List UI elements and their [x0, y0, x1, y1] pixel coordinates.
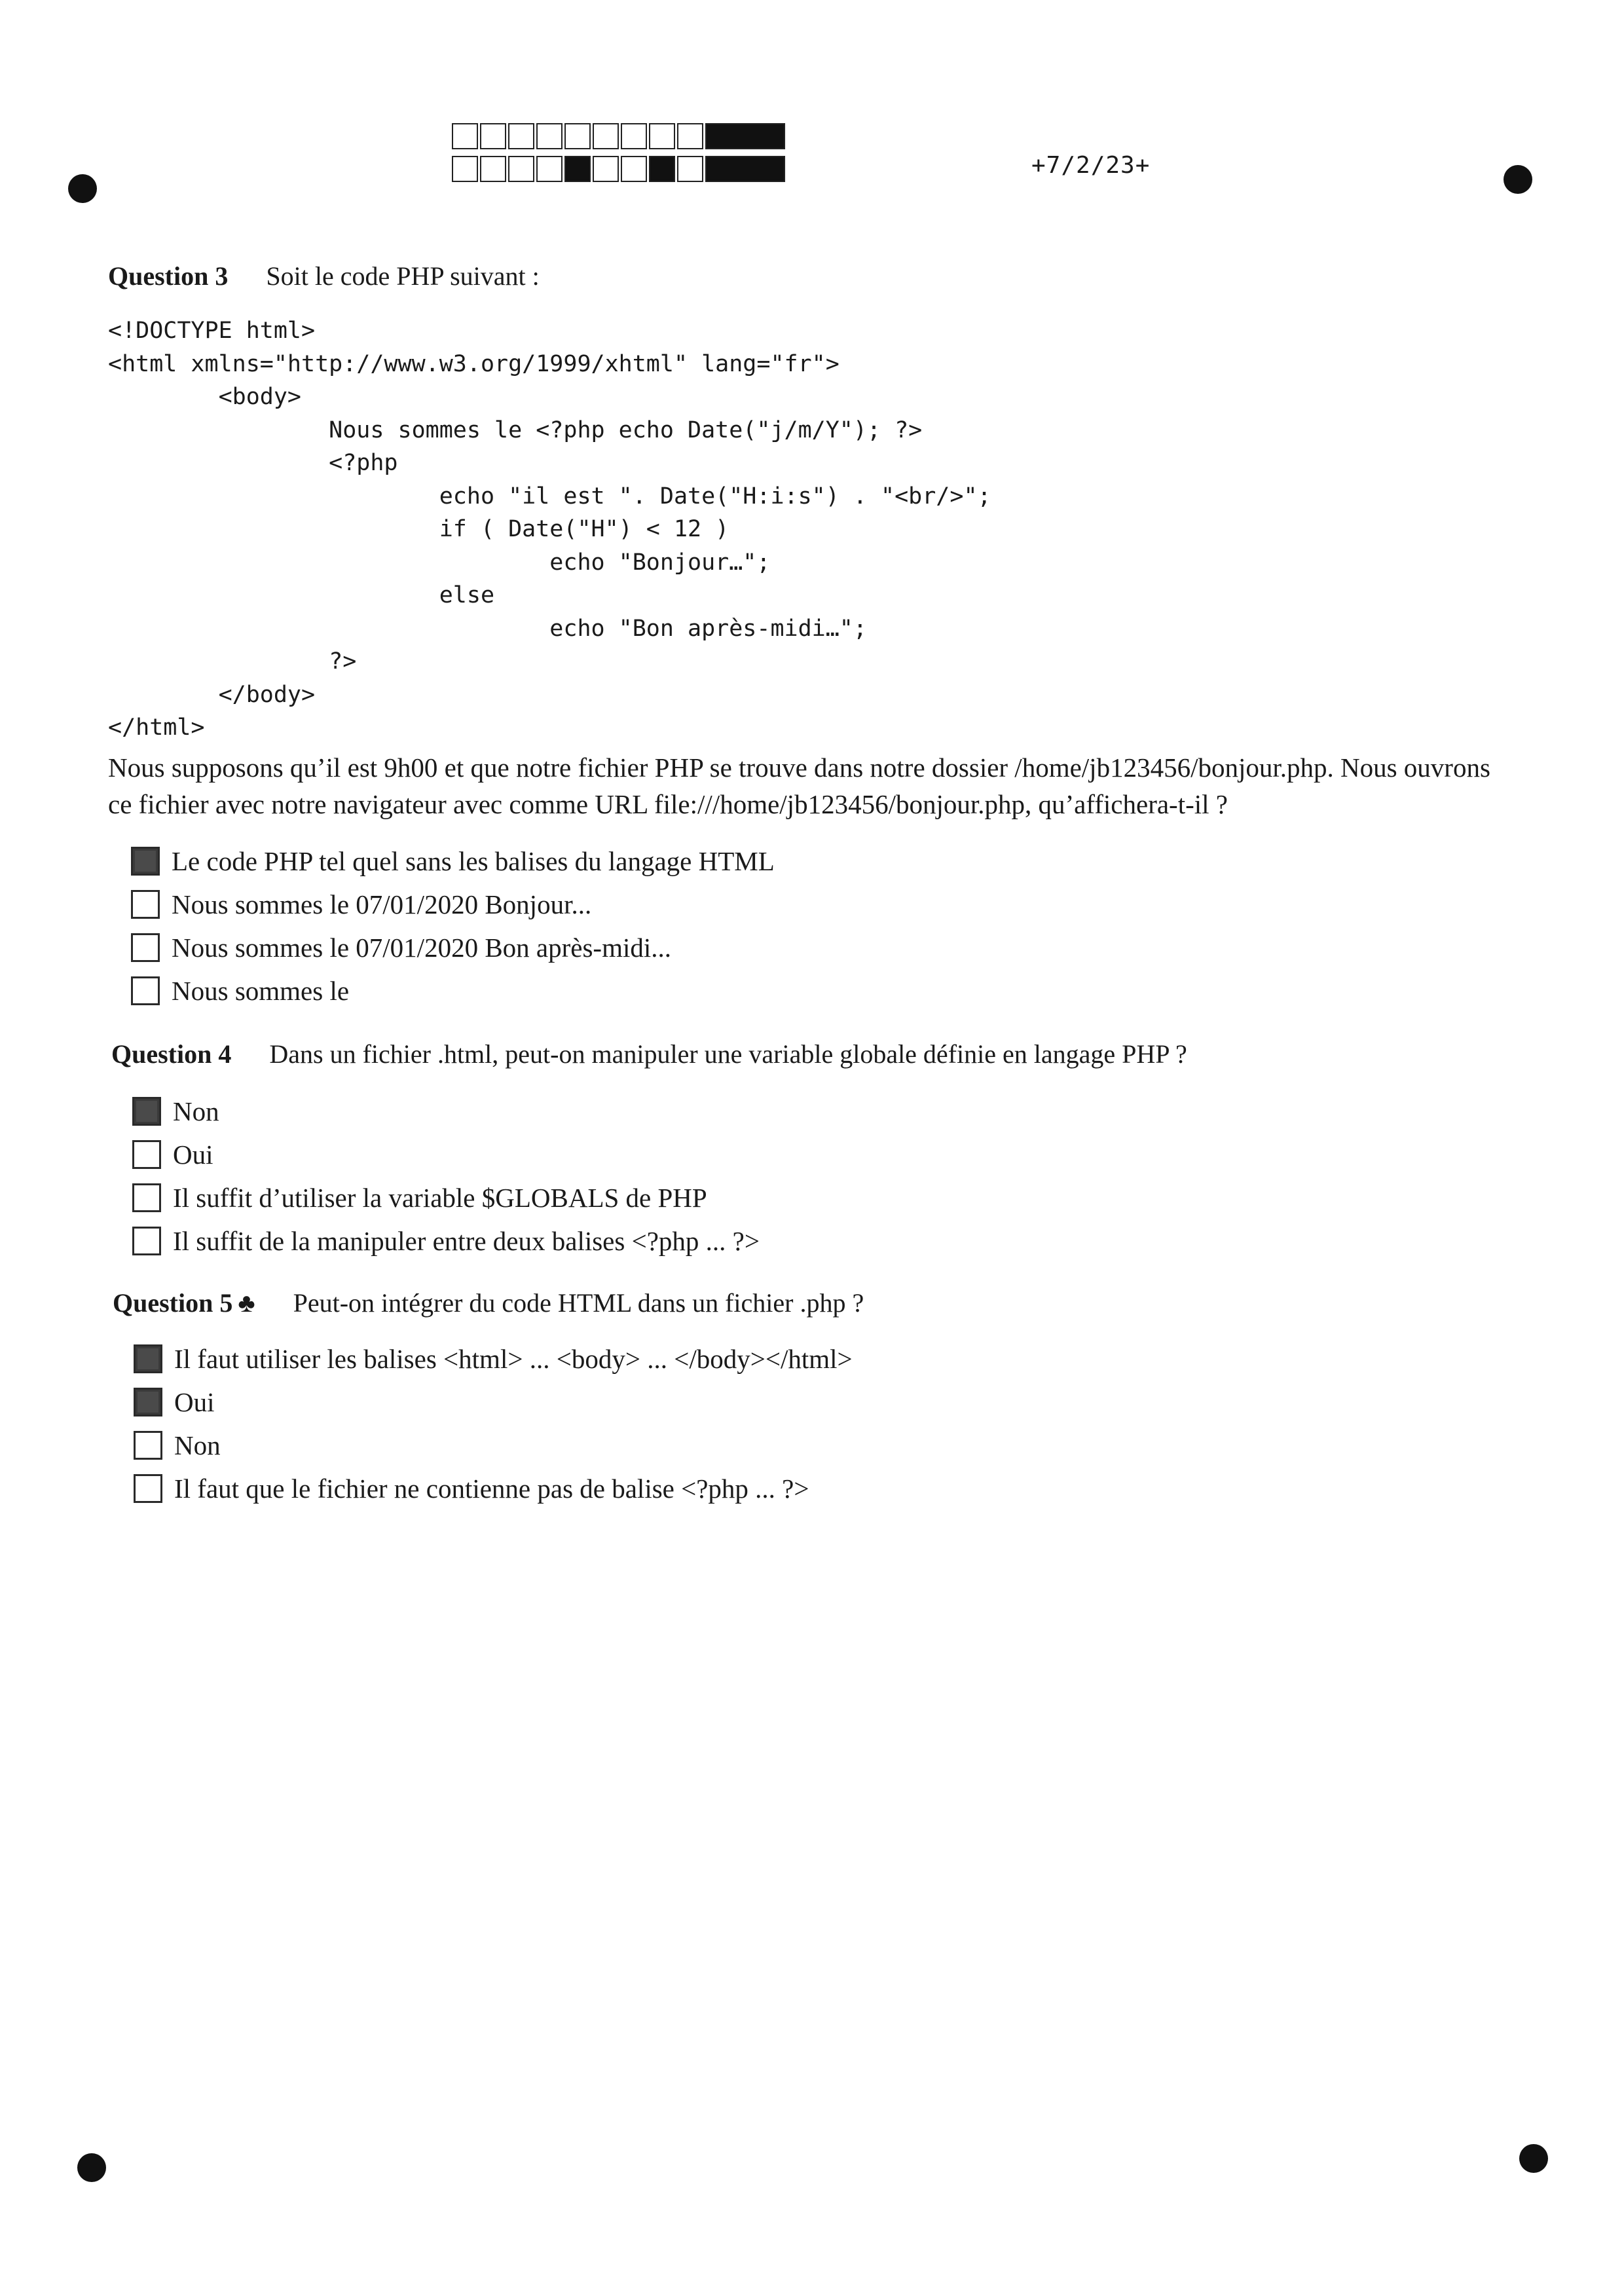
registration-mark-top-left: [68, 174, 97, 203]
registration-mark-top-right: [1504, 165, 1532, 194]
id-grid-row-2: [452, 156, 787, 181]
answer-label: Non: [173, 1096, 219, 1126]
id-grid-cell: [480, 156, 506, 182]
id-grid-cell: [480, 123, 506, 149]
answer-checkbox[interactable]: [131, 890, 160, 919]
question-4-label: Question 4: [111, 1039, 232, 1069]
answer-checkbox[interactable]: [134, 1344, 162, 1373]
answer-label: Le code PHP tel quel sans les balises du langage HTML: [172, 846, 775, 876]
id-grid-cell: [593, 156, 619, 182]
answer-option: [134, 1467, 853, 1510]
question-4-text: Dans un fichier .html, peut-on manipuler une variable globale définie en langage PHP ?: [269, 1039, 1187, 1069]
answer-label: Nous sommes le 07/01/2020 Bonjour...: [172, 889, 592, 919]
page-identifier: +7/2/23+: [1031, 152, 1151, 179]
answer-label: Il suffit de la manipuler entre deux balises <?php ... ?>: [173, 1226, 760, 1256]
id-grid-cell: [677, 123, 703, 149]
question-3-answers: [131, 840, 775, 1012]
id-grid-cell: [536, 156, 563, 182]
id-grid-cell: [452, 123, 478, 149]
id-grid-cell: [649, 156, 675, 182]
answer-checkbox[interactable]: [134, 1431, 162, 1460]
student-id-grid: [452, 123, 787, 189]
answer-label: Il suffit d’utiliser la variable $GLOBALS de PHP: [173, 1183, 707, 1213]
php-code-block: <!DOCTYPE html> <html xmlns="http://www.w3.org/1999/xhtml" lang="fr"> <body> Nous sommes le <?php echo Date("j/m/Y"); ?> <?php echo "il est ". Date("H:i:s") . "<br/>"; if ( Date("H") < 12 ) echo "Bonjour…"; else echo "Bon après-midi…"; ?> </body> </html>: [108, 318, 991, 741]
question-4-heading: [111, 1039, 1187, 1069]
answer-option: [134, 1424, 853, 1467]
answer-label: Nous sommes le: [172, 976, 350, 1006]
registration-mark-bottom-right: [1519, 2144, 1548, 2173]
id-grid-cell: [564, 123, 591, 149]
answer-checkbox[interactable]: [132, 1097, 161, 1126]
answer-option: [132, 1090, 760, 1133]
answer-label: Non: [174, 1430, 221, 1460]
id-grid-row-1: [452, 123, 787, 148]
question-5-answers: [134, 1337, 853, 1510]
club-marker-icon: ♣: [238, 1288, 255, 1318]
answer-option: [132, 1133, 760, 1176]
question-3-text: Soit le code PHP suivant :: [266, 261, 540, 291]
answer-option: [134, 1380, 853, 1424]
answer-label: Oui: [174, 1387, 215, 1417]
registration-mark-bottom-left: [77, 2153, 106, 2182]
question-3-heading: [108, 261, 540, 291]
question-4-answers: [132, 1090, 760, 1263]
question-5-label: Question 5 ♣: [113, 1288, 255, 1318]
answer-checkbox[interactable]: [134, 1388, 162, 1416]
answer-label: Il faut utiliser les balises <html> ... <body> ... </body></html>: [174, 1344, 853, 1374]
answer-option: [132, 1219, 760, 1263]
id-grid-cell: [705, 123, 785, 149]
answer-checkbox[interactable]: [131, 847, 160, 876]
answer-option: [134, 1337, 853, 1380]
question-3-label: Question 3: [108, 261, 229, 291]
question-3-prompt: Nous supposons qu’il est 9h00 et que notre fichier PHP se trouve dans notre dossier /home/jb123456/bonjour.php. Nous ouvrons ce fichier avec notre navigateur avec comme URL file:///home/jb123456/bonjour.php, qu’affichera-t-il ?: [108, 752, 1490, 819]
answer-label: Il faut que le fichier ne contienne pas de balise <?php ... ?>: [174, 1473, 809, 1504]
answer-label: Nous sommes le 07/01/2020 Bon après-midi...: [172, 933, 672, 963]
id-grid-cell: [452, 156, 478, 182]
question-5-text: Peut-on intégrer du code HTML dans un fichier .php ?: [293, 1288, 864, 1318]
answer-checkbox[interactable]: [132, 1140, 161, 1169]
id-grid-cell: [508, 123, 534, 149]
answer-option: [131, 883, 775, 926]
answer-checkbox[interactable]: [132, 1183, 161, 1212]
id-grid-cell: [621, 123, 647, 149]
answer-option: [131, 969, 775, 1012]
answer-checkbox[interactable]: [131, 976, 160, 1005]
id-grid-cell: [508, 156, 534, 182]
id-grid-cell: [705, 156, 785, 182]
id-grid-cell: [621, 156, 647, 182]
id-grid-cell: [564, 156, 591, 182]
answer-option: [131, 926, 775, 969]
id-grid-cell: [536, 123, 563, 149]
answer-checkbox[interactable]: [132, 1227, 161, 1255]
answer-label: Oui: [173, 1139, 213, 1170]
answer-option: [132, 1176, 760, 1219]
id-grid-cell: [649, 123, 675, 149]
answer-checkbox[interactable]: [134, 1474, 162, 1503]
id-grid-cell: [677, 156, 703, 182]
id-grid-cell: [593, 123, 619, 149]
answer-checkbox[interactable]: [131, 933, 160, 962]
answer-option: [131, 840, 775, 883]
question-5-heading: [113, 1287, 864, 1318]
